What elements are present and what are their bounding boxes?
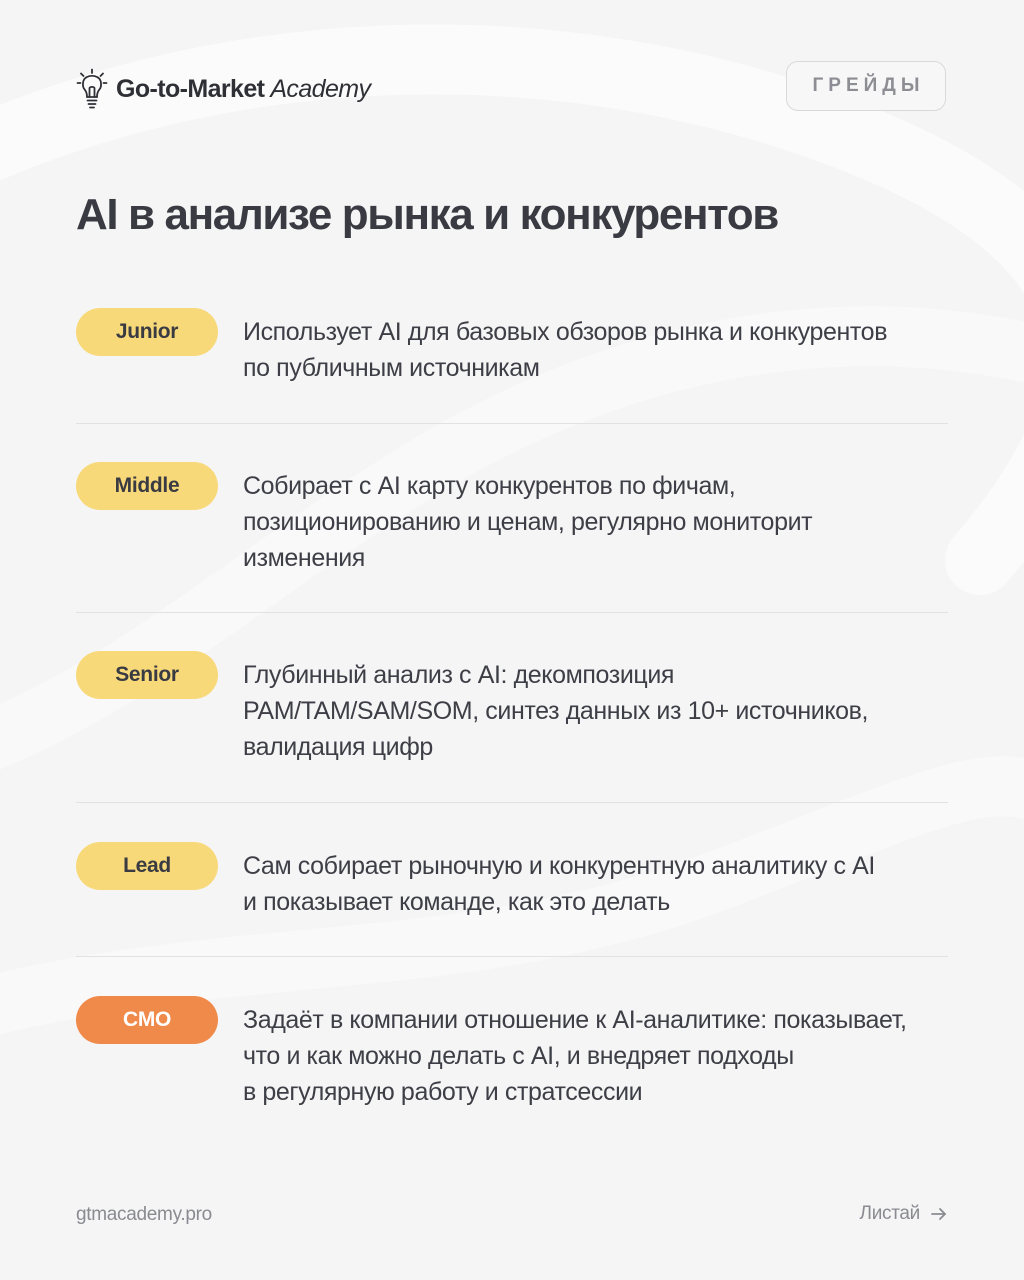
grade-description xyxy=(243,848,953,920)
grade-badge: Lead xyxy=(76,842,218,890)
brand-logo xyxy=(76,66,370,112)
brand-name xyxy=(116,75,370,104)
row-divider xyxy=(76,802,948,803)
next-slide-label: Листай xyxy=(859,1203,920,1224)
description-line: что и как можно делать с AI, и внедряет подходы xyxy=(243,1042,794,1070)
brand-name-main: Go-to-Market xyxy=(116,74,265,103)
grades-button[interactable]: ГРЕЙДЫ xyxy=(786,61,946,111)
description-line: Сам собирает рыночную и конкурентную аналитику с AI xyxy=(243,852,875,880)
grade-badge: Middle xyxy=(76,462,218,510)
description-line: и показывает команде, как это делать xyxy=(243,888,670,916)
row-divider xyxy=(76,423,948,424)
description-line: в регулярную работу и стратсессии xyxy=(243,1078,643,1106)
description-line: Собирает с AI карту конкурентов по фичам, xyxy=(243,472,736,500)
description-line: изменения xyxy=(243,544,365,572)
description-line: Задаёт в компании отношение к AI-аналитике: показывает, xyxy=(243,1006,907,1034)
description-line: валидация цифр xyxy=(243,733,433,761)
footer-site-link[interactable]: gtmacademy.pro xyxy=(76,1204,212,1225)
grade-badge: CMO xyxy=(76,996,218,1044)
description-line: по публичным источникам xyxy=(243,354,540,382)
description-line: позиционированию и ценам, регулярно мониторит xyxy=(243,508,813,536)
grade-badge: Junior xyxy=(76,308,218,356)
next-slide-button[interactable] xyxy=(860,1203,948,1225)
row-divider xyxy=(76,612,948,613)
grade-description xyxy=(243,1002,953,1110)
description-line: PAM/TAM/SAM/SOM, синтез данных из 10+ источников, xyxy=(243,697,869,725)
grade-description xyxy=(243,468,953,576)
grade-description xyxy=(243,314,953,386)
brand-name-accent: Academy xyxy=(270,74,371,103)
description-line: Использует AI для базовых обзоров рынка и конкурентов xyxy=(243,318,888,346)
lightbulb-icon xyxy=(76,68,108,110)
grade-description xyxy=(243,657,953,765)
description-line: Глубинный анализ с AI: декомпозиция xyxy=(243,661,675,689)
page-title: AI в анализе рынка и конкурентов xyxy=(76,190,778,239)
row-divider xyxy=(76,956,948,957)
grade-badge: Senior xyxy=(76,651,218,699)
arrow-right-icon xyxy=(930,1206,948,1222)
